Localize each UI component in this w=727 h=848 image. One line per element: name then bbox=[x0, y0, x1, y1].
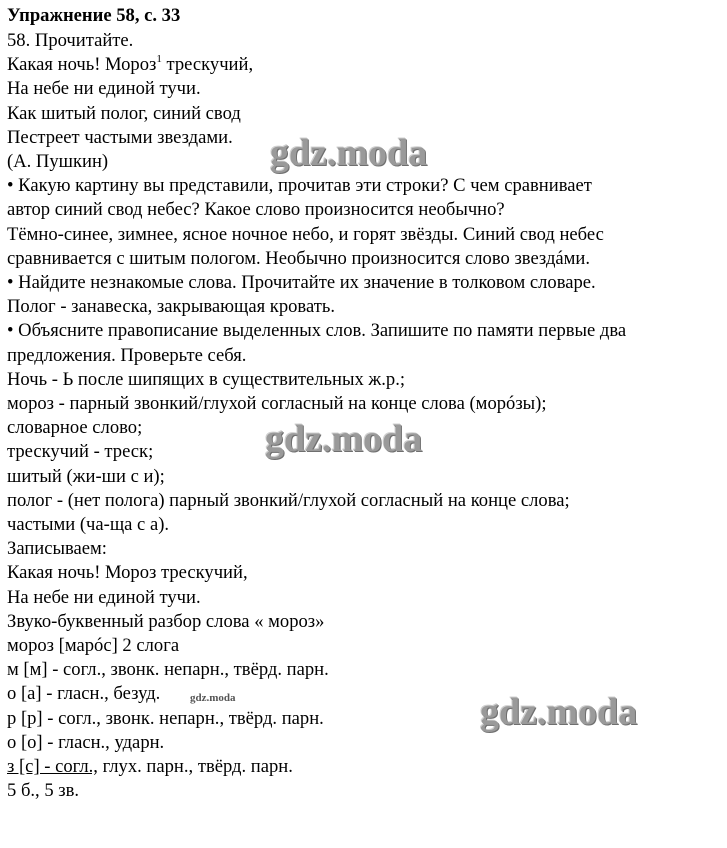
watermark-small: gdz.moda bbox=[190, 692, 236, 704]
task-heading: 58. Прочитайте. bbox=[7, 30, 134, 51]
phonetic-heading: Звуко-буквенный разбор слова « мороз» bbox=[7, 610, 325, 632]
watermark-3: gdz.moda bbox=[480, 691, 638, 733]
written-line-2: На небе ни единой тучи. bbox=[7, 586, 201, 608]
phonetic-z-underlined: з [с] - согл., bbox=[7, 756, 98, 778]
rule-chastymi: частыми (ча-ща с а). bbox=[7, 514, 170, 536]
phonetic-transcription: мороз [марóс] 2 слога bbox=[7, 635, 180, 657]
phonetic-o-2: о [о] - гласн., ударн. bbox=[7, 731, 165, 753]
answer-2: Полог - занавеска, закрывающая кровать. bbox=[7, 296, 335, 318]
rule-moroz: мороз - парный звонкий/глухой согласный на конце слова (морóзы); bbox=[7, 393, 547, 415]
phonetic-o-1: о [а] - гласн., безуд. bbox=[7, 683, 161, 705]
question-3-line-2: предложения. Проверьте себя. bbox=[7, 344, 247, 366]
poem-author: (А. Пушкин) bbox=[7, 151, 109, 173]
poem-line-1 bbox=[7, 53, 727, 77]
question-1-line-1: • Какую картину вы представили, прочитав эти строки? С чем сравнивает bbox=[7, 175, 592, 197]
phonetic-z bbox=[7, 755, 727, 779]
question-3-line-1: • Объясните правописание выделенных слов. Запишите по памяти первые два bbox=[7, 320, 627, 342]
exercise-title: Упражнение 58, с. 33 bbox=[7, 5, 181, 26]
written-line-1: Какая ночь! Мороз трескучий, bbox=[7, 562, 248, 584]
poem-line-4: Пестреет частыми звездами. bbox=[7, 126, 233, 148]
answer-1-line-1: Тёмно-синее, зимнее, ясное ночное небо, и горят звёзды. Синий свод небес bbox=[7, 223, 604, 245]
phonetic-r: р [р] - согл., звонк. непарн., твёрд. парн. bbox=[7, 707, 324, 729]
question-1-line-2: автор синий свод небес? Какое слово произносится необычно? bbox=[7, 199, 505, 221]
rule-polog: полог - (нет полога) парный звонкий/глухой согласный на конце слова; bbox=[7, 489, 570, 511]
phonetic-m: м [м] - согл., звонк. непарн., твёрд. парн. bbox=[7, 659, 329, 681]
rule-treskuchiy: трескучий - треск; bbox=[7, 441, 154, 463]
question-2: • Найдите незнакомые слова. Прочитайте их значение в толковом словаре. bbox=[7, 272, 596, 294]
footnote-mark: 1 bbox=[156, 53, 162, 66]
rule-shityy: шитый (жи-ши с и); bbox=[7, 465, 165, 487]
watermark-1: gdz.moda bbox=[270, 132, 428, 174]
poem-line-1-rest: трескучий, bbox=[161, 54, 254, 76]
phonetic-summary: 5 б., 5 зв. bbox=[7, 780, 80, 802]
rule-noch: Ночь - Ь после шипящих в существительных ж.р.; bbox=[7, 368, 406, 390]
poem-line-3: Как шитый полог, синий свод bbox=[7, 102, 241, 124]
answer-1-line-2: сравнивается с шитым пологом. Необычно произносится слово звездáми. bbox=[7, 247, 591, 269]
poem-line-2: На небе ни единой тучи. bbox=[7, 78, 201, 100]
rule-dictionary-word: словарное слово; bbox=[7, 417, 143, 439]
document-page bbox=[7, 3, 727, 804]
watermark-2: gdz.moda bbox=[265, 418, 423, 460]
phonetic-z-rest: глух. парн., твёрд. парн. bbox=[97, 756, 293, 778]
poem-line-1-text: Какая ночь! Мороз bbox=[7, 54, 157, 76]
write-down-heading: Записываем: bbox=[7, 538, 107, 560]
